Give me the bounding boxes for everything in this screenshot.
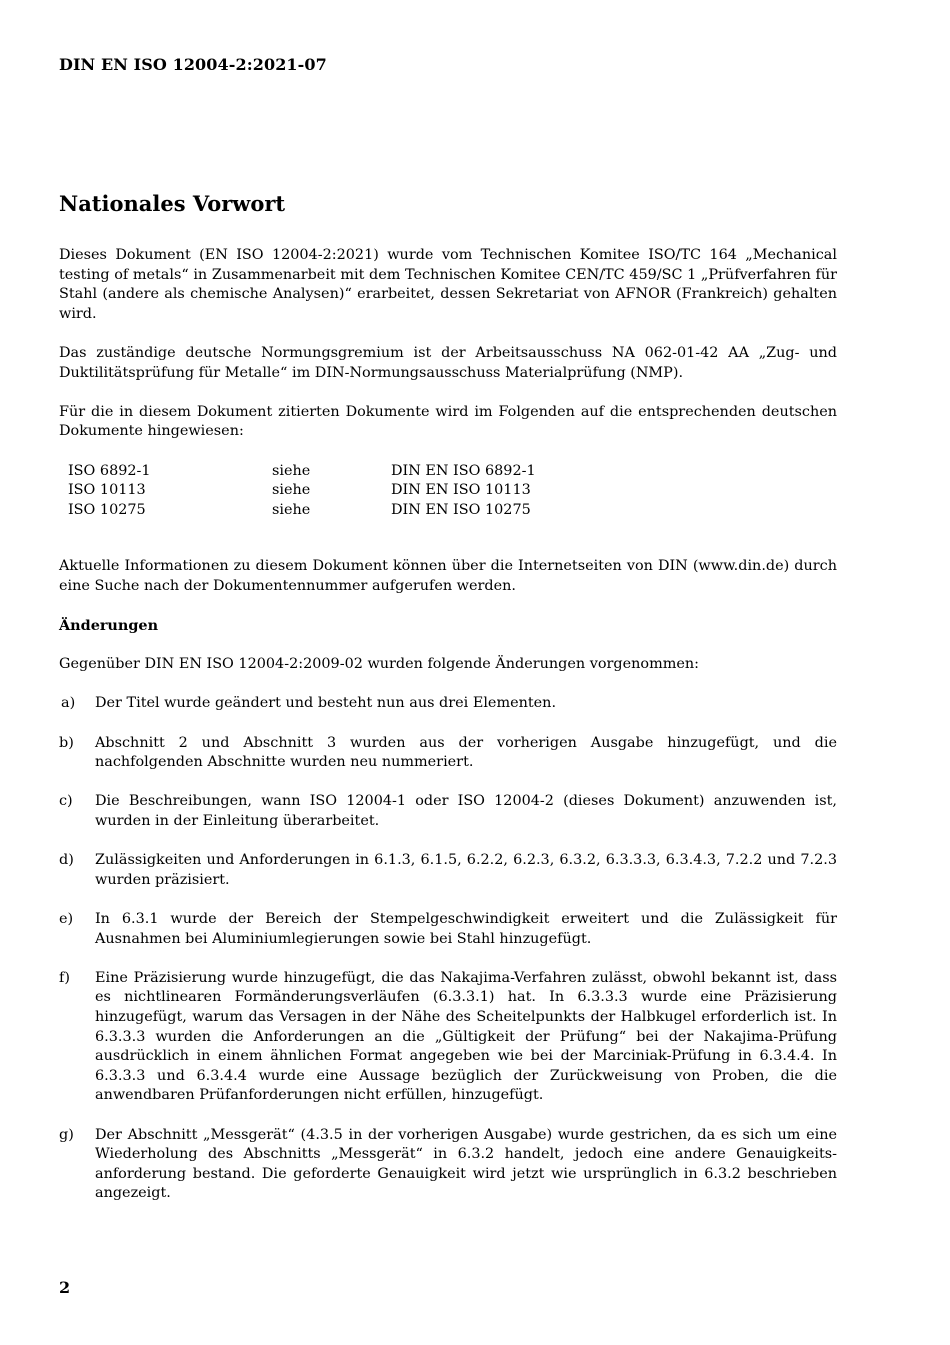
reference-link-word: siehe: [272, 501, 311, 518]
list-item-text: Die Beschreibungen, wann ISO 12004-1 oder ISO 12004-2 (dieses Dokument) anzuwenden ist, wurden in der Einleitung überarbeitet.: [95, 793, 837, 830]
list-item: [59, 969, 837, 1106]
list-item: [59, 1126, 837, 1204]
list-marker: c): [59, 793, 73, 810]
table-row: [68, 462, 536, 482]
list-marker: e): [59, 911, 74, 927]
paragraph-references-intro: Für die in diesem Dokument zitierten Dokumente wird im Folgenden auf die entsprechenden deutschen Dokumente hingewiesen:: [59, 403, 837, 440]
list-item: [59, 694, 837, 714]
changes-heading: Änderungen: [59, 617, 159, 635]
reference-din: DIN EN ISO 10113: [391, 482, 531, 499]
list-item-text: In 6.3.1 wurde der Bereich der Stempelgeschwindigkeit erweitert und die Zulässigkeit für Ausnahmen bei Aluminiumlegierungen sowie bei Stahl hinzugefügt.: [95, 911, 837, 947]
list-marker: b): [59, 734, 74, 751]
list-marker: a): [61, 695, 76, 712]
list-item: [59, 792, 837, 831]
table-row: [68, 481, 536, 501]
reference-link-word: siehe: [272, 482, 311, 499]
reference-din: DIN EN ISO 10275: [391, 501, 531, 518]
list-item: [59, 734, 837, 773]
reference-iso: ISO 10275: [68, 501, 146, 518]
document-body: [59, 190, 837, 1224]
paragraph-committee: Dieses Dokument (EN ISO 12004-2:2021) wurde vom Technischen Komitee ISO/TC 164 „Mechanical testing of metals“ in Zusammenarbeit mit dem Technischen Komitee CEN/TC 459/SC 1 „Prüfverfahren für Stahl (andere als chemische Analysen)“ erarbeitet, dessen Sekretariat von AFNOR (Frankreich) gehalten wird.: [59, 247, 837, 322]
paragraph-working-group: Das zuständige deutsche Normungsgremium ist der Arbeitsausschuss NA 062-01-42 AA „Zug- und Duktilitätsprüfung für Metalle“ im DIN-Normungsausschuss Materialprüfung (NMP).: [59, 344, 837, 381]
paragraph-din-info: Aktuelle Informationen zu diesem Dokument können über die Internetseiten von DIN (www.din.de) durch eine Suche nach der Dokumentennummer aufgerufen werden.: [59, 558, 837, 594]
reference-link-word: siehe: [272, 462, 311, 479]
list-marker: g): [59, 1126, 74, 1143]
list-marker: f): [59, 969, 70, 986]
list-marker: d): [59, 852, 74, 869]
references-table: [68, 462, 536, 521]
list-item-text: Eine Präzisierung wurde hinzugefügt, die das Nakajima-Verfahren zulässt, obwohl bekannt ist, dass es nichtlinearen Formänderungsverläufen (6.3.3.1) hat. In 6.3.3.3 wurde eine Präzisierung hinzugefügt, warum das Versagen in der Nähe des Scheitelpunkts der Halbkugel erforderlich ist. In 6.3.3.3 wurden die Anforderungen an die „Gültigkeit der Prüfung“ bei der Nakajima-Prüfung ausdrücklich in einem ähnlichen Format angegeben wie bei der Marciniak-Prüfung in 6.3.4.4. In 6.3.3.3 und 6.3.4.4 wurde eine Aussage bezüglich der Zurückweisung von Proben, die die anwendbaren Prüfanforderungen nicht erfüllen, hinzugefügt.: [95, 969, 837, 1104]
list-item-text: Zulässigkeiten und Anforderungen in 6.1.3, 6.1.5, 6.2.2, 6.2.3, 6.3.2, 6.3.3.3, 6.3.4.3, 7.2.2 und 7.2.3 wurden präzisiert.: [95, 852, 837, 888]
reference-iso: ISO 10113: [68, 482, 146, 499]
reference-din: DIN EN ISO 6892-1: [391, 462, 536, 479]
list-item: [59, 910, 837, 949]
page-number: 2: [59, 1278, 71, 1297]
table-row: [68, 501, 536, 521]
list-item-text: Der Titel wurde geändert und besteht nun aus drei Elementen.: [95, 695, 557, 712]
changes-intro: Gegenüber DIN EN ISO 12004-2:2009-02 wurden folgende Änderungen vorgenommen:: [59, 656, 700, 673]
reference-iso: ISO 6892-1: [68, 462, 151, 479]
list-item: [59, 851, 837, 890]
list-item-text: Abschnitt 2 und Abschnitt 3 wurden aus der vorherigen Ausgabe hinzugefügt, und die nachfolgenden Abschnitte wurden neu nummeriert.: [95, 734, 837, 771]
page-title: Nationales Vorwort: [59, 191, 286, 216]
list-item-text: Der Abschnitt „Messgerät“ (4.3.5 in der vorherigen Ausgabe) wurde gestrichen, da es sich um eine Wiederholung des Abschnitts „Messgerät“ in 6.3.2 handelt, jedoch eine andere Genauigkeits-anforderung bestand. Die geforderte Genauigkeit wird jetzt wie ursprünglich in 6.3.2 beschrieben angezeigt.: [95, 1126, 837, 1202]
document-id-header: DIN EN ISO 12004-2:2021-07: [59, 55, 327, 74]
